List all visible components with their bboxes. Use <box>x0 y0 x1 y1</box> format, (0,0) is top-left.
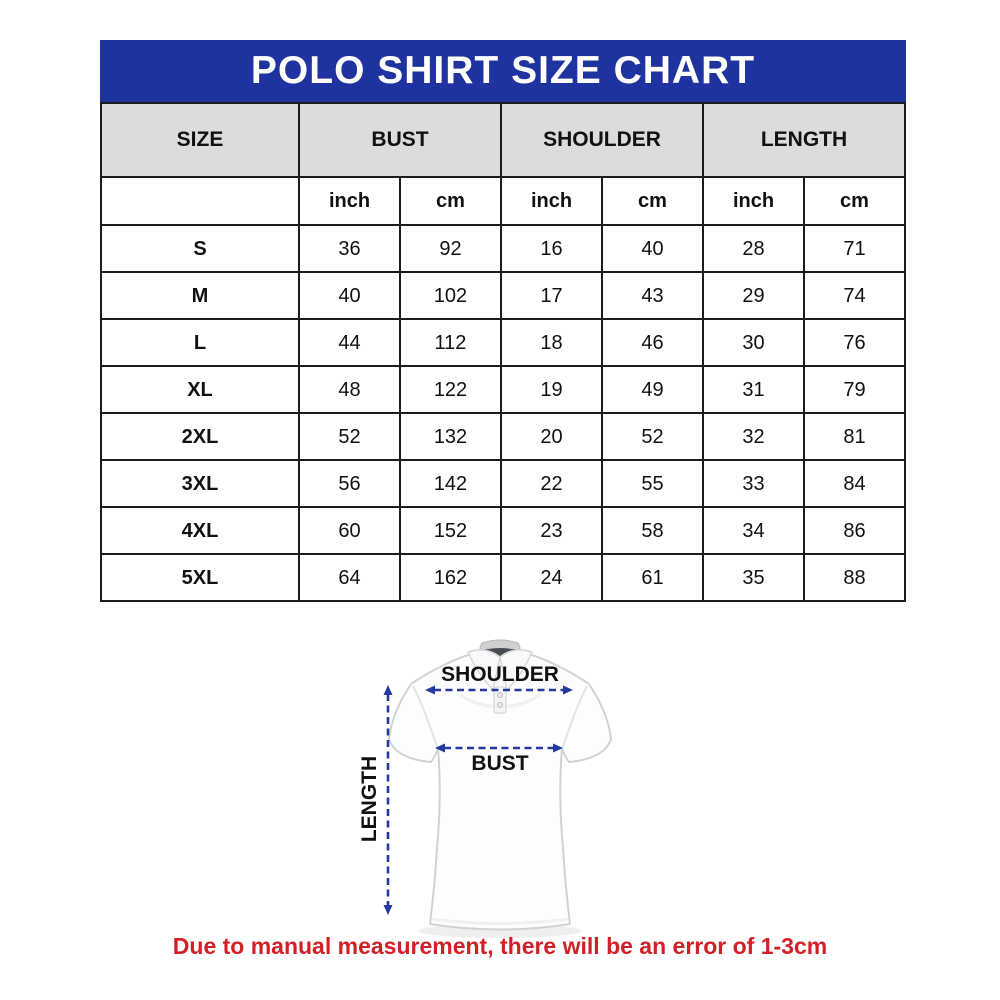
measurement-cell: 102 <box>400 272 501 319</box>
measurement-cell: 32 <box>703 413 804 460</box>
measurement-cell: 84 <box>804 460 905 507</box>
unit-header-row <box>101 177 905 225</box>
measurement-cell: 81 <box>804 413 905 460</box>
length-label: LENGTH <box>358 755 381 843</box>
measurement-cell: 122 <box>400 366 501 413</box>
measurement-cell: 60 <box>299 507 400 554</box>
measurement-cell: 88 <box>804 554 905 601</box>
size-chart-table <box>100 102 906 602</box>
size-label: 4XL <box>101 507 299 554</box>
measurement-diagram <box>340 633 670 953</box>
measurement-cell: 132 <box>400 413 501 460</box>
measurement-cell: 29 <box>703 272 804 319</box>
measurement-cell: 30 <box>703 319 804 366</box>
size-label: 2XL <box>101 413 299 460</box>
measurement-cell: 24 <box>501 554 602 601</box>
unit-header-bust-cm: cm <box>400 177 501 225</box>
measurement-cell: 112 <box>400 319 501 366</box>
shoulder-label: SHOULDER <box>441 663 559 686</box>
measurement-cell: 74 <box>804 272 905 319</box>
measurement-cell: 17 <box>501 272 602 319</box>
table-row <box>101 460 905 507</box>
size-table-body <box>101 225 905 601</box>
measurement-cell: 44 <box>299 319 400 366</box>
measurement-cell: 36 <box>299 225 400 272</box>
table-row <box>101 366 905 413</box>
measurement-cell: 46 <box>602 319 703 366</box>
measurement-cell: 40 <box>602 225 703 272</box>
table-row <box>101 413 905 460</box>
measurement-cell: 34 <box>703 507 804 554</box>
table-row <box>101 554 905 601</box>
measurement-cell: 86 <box>804 507 905 554</box>
measurement-cell: 76 <box>804 319 905 366</box>
measurement-cell: 35 <box>703 554 804 601</box>
measurement-cell: 22 <box>501 460 602 507</box>
measurement-cell: 162 <box>400 554 501 601</box>
measurement-cell: 61 <box>602 554 703 601</box>
measurement-cell: 19 <box>501 366 602 413</box>
measurement-cell: 16 <box>501 225 602 272</box>
measurement-cell: 48 <box>299 366 400 413</box>
arrow-down-icon <box>384 905 393 915</box>
col-header-bust: BUST <box>299 103 501 177</box>
table-row <box>101 225 905 272</box>
measurement-cell: 52 <box>299 413 400 460</box>
measurement-cell: 92 <box>400 225 501 272</box>
measurement-cell: 43 <box>602 272 703 319</box>
measurement-cell: 55 <box>602 460 703 507</box>
col-header-size: SIZE <box>101 103 299 177</box>
table-row <box>101 507 905 554</box>
table-row <box>101 319 905 366</box>
measurement-cell: 52 <box>602 413 703 460</box>
col-header-shoulder: SHOULDER <box>501 103 703 177</box>
measurement-cell: 49 <box>602 366 703 413</box>
button-icon <box>498 703 503 708</box>
measurement-cell: 23 <box>501 507 602 554</box>
measurement-cell: 152 <box>400 507 501 554</box>
measurement-cell: 20 <box>501 413 602 460</box>
size-label: 5XL <box>101 554 299 601</box>
arrow-up-icon <box>384 685 393 695</box>
measurement-cell: 18 <box>501 319 602 366</box>
measurement-cell: 142 <box>400 460 501 507</box>
col-header-length: LENGTH <box>703 103 905 177</box>
measurement-note: Due to manual measurement, there will be an error of 1-3cm <box>172 933 828 959</box>
size-label: XL <box>101 366 299 413</box>
measurement-cell: 64 <box>299 554 400 601</box>
measurement-cell: 33 <box>703 460 804 507</box>
size-label: S <box>101 225 299 272</box>
size-label: 3XL <box>101 460 299 507</box>
measurement-cell: 79 <box>804 366 905 413</box>
unit-header-length-cm: cm <box>804 177 905 225</box>
group-header-row <box>101 103 905 177</box>
measurement-cell: 40 <box>299 272 400 319</box>
bust-label: BUST <box>471 752 529 775</box>
table-row <box>101 272 905 319</box>
measurement-cell: 31 <box>703 366 804 413</box>
size-label: L <box>101 319 299 366</box>
measurement-cell: 71 <box>804 225 905 272</box>
measurement-cell: 28 <box>703 225 804 272</box>
unit-header-shoulder-cm: cm <box>602 177 703 225</box>
measurement-cell: 56 <box>299 460 400 507</box>
unit-header-bust-inch: inch <box>299 177 400 225</box>
chart-title-banner <box>100 40 906 102</box>
unit-header-shoulder-inch: inch <box>501 177 602 225</box>
length-arrow <box>384 685 393 915</box>
measurement-cell: 58 <box>602 507 703 554</box>
unit-header-length-inch: inch <box>703 177 804 225</box>
page-title: POLO SHIRT SIZE CHART <box>250 49 756 92</box>
button-icon <box>498 693 503 698</box>
size-label: M <box>101 272 299 319</box>
unit-header-empty <box>101 177 299 225</box>
